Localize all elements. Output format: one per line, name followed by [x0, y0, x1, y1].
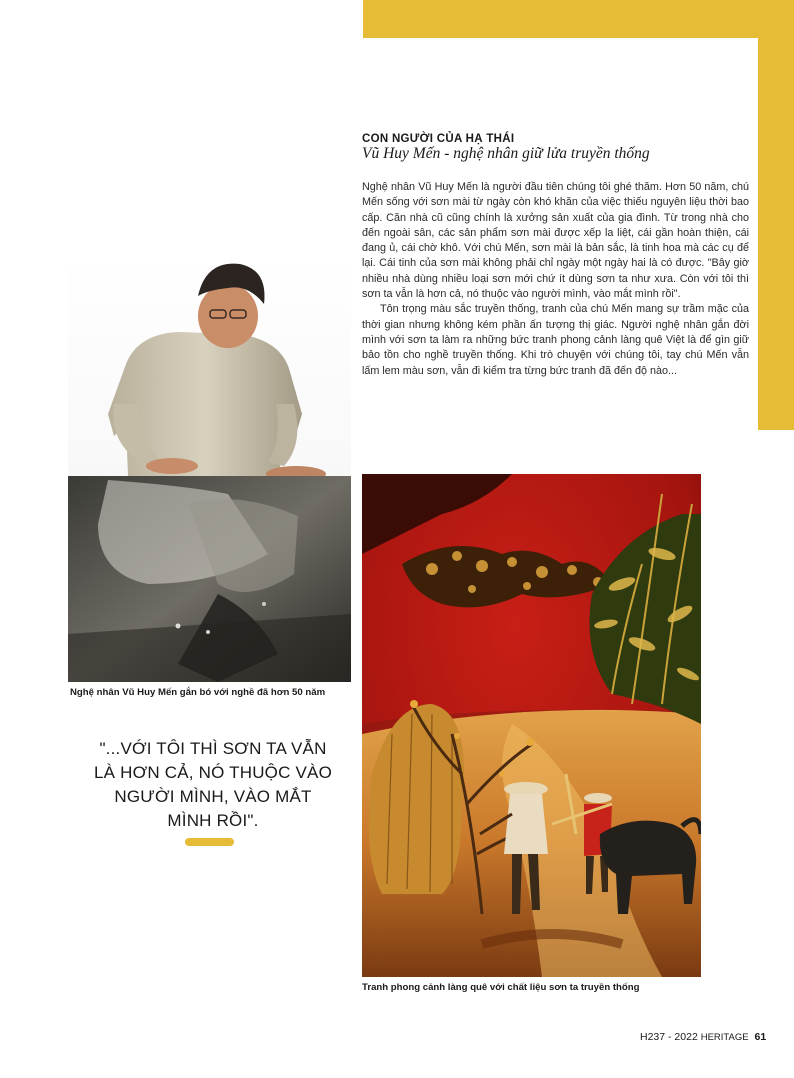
lacquer-painting	[362, 474, 701, 977]
article-body	[362, 180, 749, 379]
quote-divider	[185, 838, 234, 846]
article-paragraph: Nghệ nhân Vũ Huy Mến là người đầu tiên chúng tôi ghé thăm. Hơn 50 năm, chú Mến sống với sơn mài từ ngày còn khó khăn của việc thiếu nguyên liệu thời bao cấp. Căn nhà cũ cũng chính là xưởng sản xuất của gia đình. Từ trong nhà cho đến ngoài sân, các sản phẩm sơn mài được xếp la liệt, cái gần hoàn thiện, cái đang ủ, cái chờ khô. Với chú Mến, sơn mài là bản sắc, là tinh hoa mà các cụ để lại. Cái tinh của sơn mài không phải chỉ ngày một ngày hai là có được. "Bây giờ nhiều nhà dùng nhiều loại sơn mới chứ ít dùng sơn ta như xưa. Còn với tôi thì sơn ta vẫn là hơn cả, nó thuộc vào người mình, vào mắt mình rồi".	[362, 181, 749, 301]
pull-quote-line: MÌNH RỒI".	[167, 811, 259, 830]
portrait-caption: Nghệ nhân Vũ Huy Mến gắn bó với nghề đã hơn 50 năm	[70, 687, 326, 698]
pull-quote	[88, 737, 338, 833]
accent-bar-side	[758, 0, 794, 430]
magazine-name: HERITAGE	[700, 1032, 749, 1043]
painting-caption: Tranh phong cảnh làng quê với chất liệu sơn ta truyền thống	[362, 982, 640, 993]
page-number: 61	[754, 1031, 767, 1043]
section-subtitle: Vũ Huy Mến - nghệ nhân giữ lửa truyền thống	[362, 145, 650, 162]
accent-bar-top	[363, 0, 794, 38]
page-footer	[640, 1031, 767, 1043]
issue-number: H237 - 2022	[640, 1031, 698, 1043]
article-paragraph: Tôn trọng màu sắc truyền thống, tranh của chú Mến mang sự trầm mặc của thời gian nhưng không kém phần ấn tượng thị giác. Người nghệ nhân gắn đời mình với sơn ta làm ra những bức tranh phong cảnh làng quê Việt là để gìn giữ bảo tồn cho nghề truyền thống. Khi trò chuyện với chúng tôi, tay chú Mến vẫn lấm lem màu sơn, vẫn đi kiểm tra từng bức tranh đã đến độ nào...	[362, 303, 749, 377]
pull-quote-line: "...VỚI TÔI THÌ SƠN TA VẪN	[99, 739, 327, 758]
pull-quote-line: NGƯỜI MÌNH, VÀO MẮT	[114, 787, 312, 806]
section-label: CON NGƯỜI CỦA HẠ THÁI	[362, 133, 515, 145]
artisan-photo	[68, 254, 351, 682]
pull-quote-line: LÀ HƠN CẢ, NÓ THUỘC VÀO	[93, 763, 332, 782]
